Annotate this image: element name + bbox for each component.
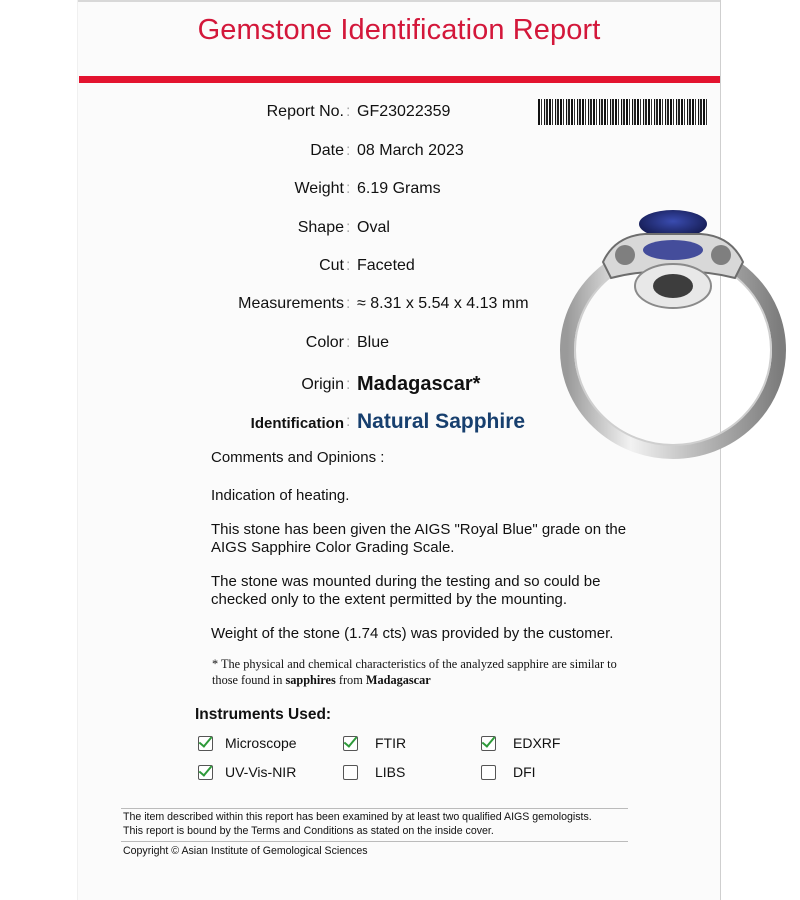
field-color [78,334,638,358]
footer-divider [121,808,628,809]
instrument-label: EDXRF [513,735,561,751]
field-label: Weight [294,180,344,197]
footer-copyright: Copyright © Asian Institute of Gemological Sciences [123,845,368,857]
field-value: GF23022359 [357,103,451,120]
report-title: Gemstone Identification Report [197,14,601,46]
instrument-libs [343,764,405,780]
field-value: 6.19 Grams [357,180,441,197]
instrument-microscope [198,735,297,751]
instrument-label: FTIR [375,735,407,751]
instrument-uv-vis-nir [198,764,296,780]
footer-terms-note: This report is bound by the Terms and Conditions as stated on the inside cover. [123,825,494,837]
checkbox-empty-icon [481,765,496,780]
checkbox-empty-icon [343,765,358,780]
instrument-label: LIBS [375,764,406,780]
identification-value: Natural Sapphire [357,410,526,433]
footnote-bold: sapphires [285,673,336,687]
ring-image [555,200,795,470]
field-colon: : [346,103,351,120]
field-label: Cut [319,257,344,274]
field-shape [78,219,638,243]
checkbox-checked-icon [198,736,213,751]
field-colon: : [346,219,351,236]
instruments-title: Instruments Used: [195,706,332,723]
instrument-label: DFI [513,764,536,780]
instrument-label: Microscope [225,735,297,751]
field-colon: : [346,295,351,312]
field-report-no [78,103,638,127]
field-colon: : [346,142,351,159]
footnote-text: * The physical and chemical characteristics of the analyzed sapphire are similar to those found in [212,657,617,687]
paper-top-edge [78,0,720,2]
field-identification [78,410,638,437]
field-value: Faceted [357,257,415,274]
field-label: Report No. [266,103,344,120]
field-colon: : [346,334,351,351]
checkbox-checked-icon [343,736,358,751]
field-origin [78,373,638,400]
field-weight [78,180,638,204]
field-label: Measurements [238,295,344,312]
field-value: Blue [357,334,390,351]
footnote-text: from [335,673,366,687]
field-cut [78,257,638,281]
checkbox-checked-icon [481,736,496,751]
comment-paragraph: This stone has been given the AIGS "Royal Blue" grade on the AIGS Sapphire Color Grading Scale. [211,521,627,556]
field-value: 08 March 2023 [357,142,464,159]
instrument-edxrf [481,735,560,751]
field-measurements [78,295,638,319]
footer-examined-note: The item described within this report has been examined by at least two qualified AIGS gemologists. [123,811,592,823]
instrument-ftir [343,735,406,751]
field-colon: : [346,376,351,393]
title-divider [79,76,720,83]
field-label: Origin [301,376,344,393]
field-date [78,142,638,166]
field-label: Identification [250,415,344,432]
comment-paragraph: Weight of the stone (1.74 cts) was provided by the customer. [211,625,614,642]
footnote-bold: Madagascar [365,673,431,687]
field-value: ≈ 8.31 x 5.54 x 4.13 mm [357,295,529,312]
field-colon: : [346,180,351,197]
instrument-label: UV-Vis-NIR [225,764,297,780]
field-label: Date [310,142,344,159]
instrument-dfi [481,764,536,780]
origin-value: Madagascar* [357,373,481,395]
comments-heading: Comments and Opinions : [211,449,385,466]
checkbox-checked-icon [198,765,213,780]
comment-paragraph: The stone was mounted during the testing and so could be checked only to the extent permitted by the mounting. [211,573,601,608]
field-label: Color [305,334,344,351]
comment-paragraph: Indication of heating. [211,487,350,504]
field-colon: : [346,257,351,274]
origin-footnote [212,656,642,688]
footer-divider [121,841,628,842]
field-colon: : [346,413,351,430]
field-label: Shape [297,219,344,236]
field-value: Oval [357,219,390,236]
